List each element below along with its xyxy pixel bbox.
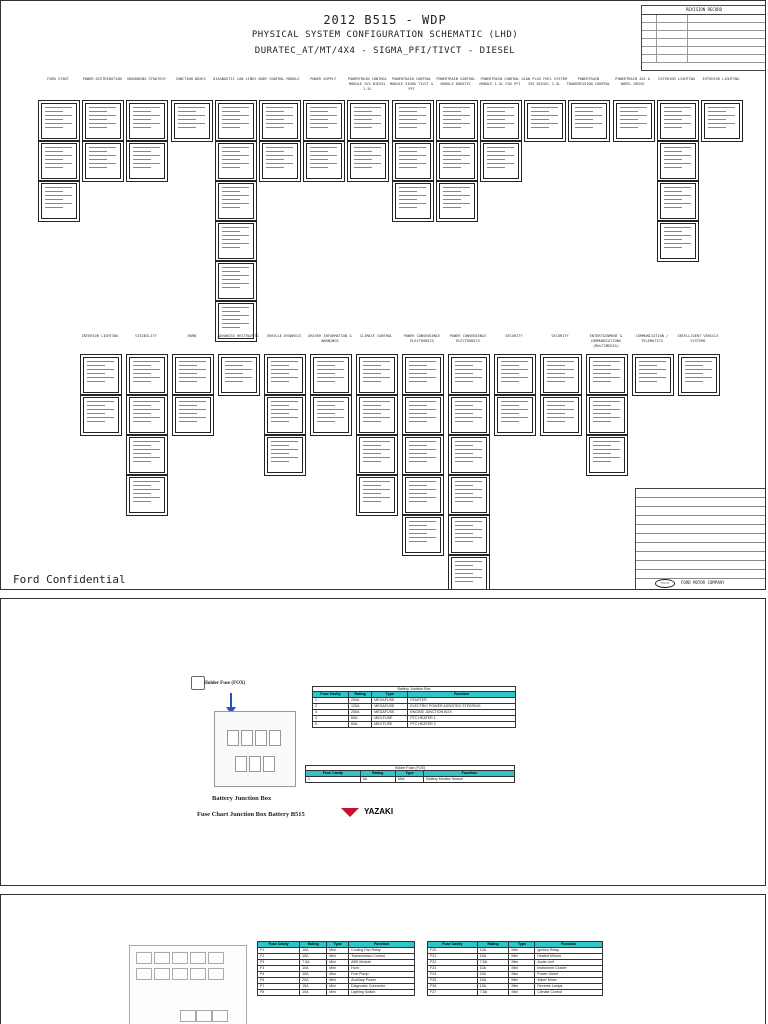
table-header-cell: Rating	[300, 942, 327, 948]
column-header: POWERTRAIN CONTROL MODULE 1.5L FOX PFI	[479, 77, 521, 86]
table-cell: 10A	[477, 948, 509, 954]
table-cell: Ignition Relay	[535, 948, 603, 954]
fuse-chart-caption: Fuse Chart Junction Box Battery B515	[197, 811, 305, 818]
revision-record-header: REVISION RECORD	[642, 6, 766, 15]
module-block	[41, 103, 77, 139]
table-cell: F7	[258, 984, 300, 990]
module-block	[589, 357, 625, 393]
table-cell: F3	[258, 960, 300, 966]
column-header: COMMUNICATION / TELEMATICS	[635, 334, 669, 343]
module-block	[660, 223, 696, 259]
module-block	[313, 357, 349, 393]
table-cell: ELECTRIC POWER ASSISTED STEERING	[408, 704, 516, 710]
schematic-variant: DURATEC_AT/MT/4X4 - SIGMA_PFI/TIVCT - DIESEL	[254, 46, 516, 56]
module-block	[267, 397, 303, 433]
bjb-caption: Battery Junction Box	[212, 795, 272, 802]
module-block	[451, 517, 487, 553]
table-cell: Mini	[327, 972, 349, 978]
column-header: EXTERIOR LIGHTING	[658, 77, 696, 81]
module-block	[589, 437, 625, 473]
column-header: POWER SUPPLY	[310, 77, 337, 81]
table-header-cell: Function	[424, 771, 515, 777]
module-block	[267, 437, 303, 473]
module-block	[405, 477, 441, 513]
module-block	[405, 397, 441, 433]
table-cell: 20A	[300, 978, 327, 984]
fox-table-title: Holder Fuse (FOX)	[305, 765, 515, 770]
holder-fuse-icon	[191, 676, 205, 690]
module-block	[681, 357, 717, 393]
table-cell: MEGAFUSE	[372, 710, 408, 716]
module-block	[218, 223, 254, 259]
module-block	[439, 143, 475, 179]
table-header-cell: Type	[327, 942, 349, 948]
table-cell: Mini	[509, 960, 535, 966]
column-header: INTELLIGENT VEHICLE SYSTEMS	[677, 334, 719, 343]
table-cell: Battery Monitor Sensor	[424, 777, 515, 783]
column-header: CLIMATE CONTROL	[359, 334, 393, 338]
module-block	[497, 357, 533, 393]
column-header: DIAGNOSTIC CAN LINES	[213, 77, 257, 81]
module-block	[129, 103, 165, 139]
table-cell: Auxiliary Power	[349, 978, 415, 984]
table-row	[306, 777, 515, 783]
table-header-cell: Rating	[477, 942, 509, 948]
table-cell: Mini	[395, 777, 423, 783]
module-block	[395, 103, 431, 139]
table-cell: F21	[428, 954, 478, 960]
table-cell: F25	[428, 978, 478, 984]
table-cell: Audio Unit	[535, 960, 603, 966]
table-header-cell: Fuse Cavity	[313, 692, 349, 698]
table-cell: 60A	[349, 716, 372, 722]
column-header: GLOW PLUG FUEL SYSTEM 2V5 DIESEL 1.5L	[521, 77, 567, 86]
confidential-label: Ford Confidential	[13, 573, 126, 586]
table-cell: MIDI FUSE	[372, 722, 408, 728]
module-block	[267, 357, 303, 393]
holder-fuse-label: Holder Fuse (FOX)	[204, 681, 246, 686]
table-cell: 10A	[300, 966, 327, 972]
table-cell: 15A	[477, 978, 509, 984]
column-header: SECURITY	[551, 334, 569, 338]
module-block	[129, 357, 165, 393]
revision-record-table	[641, 5, 766, 71]
column-header: POWERTRAIN CONTROL MODULE SIGMA TIVCT & PFI	[389, 77, 434, 91]
column-header: POWERTRAIN CONTROL MODULE 2V5 DIESEL 1.5L	[347, 77, 387, 91]
module-block	[175, 357, 211, 393]
table-cell: 1	[306, 777, 361, 783]
table-cell: 3	[313, 710, 349, 716]
table-cell: 60A	[349, 722, 372, 728]
table-cell: 7.5A	[477, 990, 509, 996]
table-cell: 10A	[300, 948, 327, 954]
table-cell: Instrument Cluster	[535, 966, 603, 972]
column-header: VEHICLE DYNAMICS	[266, 334, 302, 338]
table-cell: Diagnostic Connector	[349, 984, 415, 990]
table-cell: 5A	[360, 777, 395, 783]
module-block	[174, 103, 210, 139]
table-cell: Power Outlet	[535, 972, 603, 978]
fuse-table-right	[427, 941, 603, 996]
table-cell: PTC HEATER 2	[408, 722, 516, 728]
table-cell: Heated Mirrors	[535, 954, 603, 960]
module-block	[350, 103, 386, 139]
table-cell: MEGAFUSE	[372, 704, 408, 710]
table-header-cell: Function	[408, 692, 516, 698]
module-block	[41, 143, 77, 179]
table-cell: 20A	[477, 972, 509, 978]
table-cell: Transmission Control	[349, 954, 415, 960]
table-header-cell: Type	[395, 771, 423, 777]
module-block	[439, 183, 475, 219]
table-cell: Mini	[509, 948, 535, 954]
table-cell: PTC HEATER 1	[408, 716, 516, 722]
module-block	[221, 357, 257, 393]
table-cell: MEGAFUSE	[372, 698, 408, 704]
module-block	[218, 143, 254, 179]
table-cell: F23	[428, 966, 478, 972]
table-cell: F22	[428, 960, 478, 966]
column-header: POWERTRAIN 4X4 & WHEEL DRIVE	[615, 77, 650, 86]
module-block	[129, 437, 165, 473]
table-header-cell: Rating	[349, 692, 372, 698]
table-header-cell: Type	[509, 942, 535, 948]
table-cell: Mini	[509, 966, 535, 972]
table-cell: Mini	[327, 978, 349, 984]
column-header: GROUNDING STRATEGY	[126, 77, 166, 81]
module-block	[483, 143, 519, 179]
table-row	[428, 990, 603, 996]
module-block	[306, 143, 342, 179]
module-block	[359, 437, 395, 473]
module-block	[451, 357, 487, 393]
module-block	[83, 357, 119, 393]
module-block	[589, 397, 625, 433]
table-cell: F2	[258, 954, 300, 960]
schematic-title: 2012 B515 - WDP	[323, 13, 447, 27]
module-block	[451, 437, 487, 473]
module-block	[83, 397, 119, 433]
battery-junction-box-table	[312, 686, 516, 728]
table-cell: Wiper Motor	[535, 978, 603, 984]
module-block	[704, 103, 740, 139]
module-block	[41, 183, 77, 219]
column-header: EXTERIOR LIGHTING	[702, 77, 740, 81]
fuse-chart-page-2	[0, 894, 766, 1024]
table-cell: F20	[428, 948, 478, 954]
column-header: VISIBILITY	[135, 334, 157, 338]
module-block	[483, 103, 519, 139]
module-block	[218, 263, 254, 299]
table-cell: 250A	[349, 698, 372, 704]
module-block	[405, 357, 441, 393]
fuse-table-left	[257, 941, 415, 996]
table-cell: 10A	[477, 966, 509, 972]
column-header: HORN	[187, 334, 197, 338]
table-cell: Climate Control	[535, 990, 603, 996]
module-block	[129, 397, 165, 433]
table-cell: F1	[258, 948, 300, 954]
module-block	[262, 103, 298, 139]
module-block	[660, 143, 696, 179]
module-block	[660, 183, 696, 219]
fuse-box-diagram	[129, 945, 247, 1024]
table-cell: F26	[428, 984, 478, 990]
schematic-subtitle: PHYSICAL SYSTEM CONFIGURATION SCHEMATIC (LHD)	[251, 30, 519, 40]
module-block	[350, 143, 386, 179]
table-cell: 10A	[300, 990, 327, 996]
table-cell: 10A	[477, 984, 509, 990]
module-block	[543, 397, 579, 433]
column-header: POWERTRAIN CONTROL MODULE DURATEC	[436, 77, 476, 86]
column-header: JUNCTION BOXES	[175, 77, 206, 81]
module-block	[313, 397, 349, 433]
column-header: POWERTRAIN TRANSMISSION CONTROL	[566, 77, 611, 86]
table-row	[258, 990, 415, 996]
table-cell: Mini	[509, 954, 535, 960]
fuse-chart-page	[0, 598, 766, 886]
table-cell: 125A	[349, 704, 372, 710]
module-block	[635, 357, 671, 393]
table-cell: Mini	[509, 990, 535, 996]
table-cell: 15A	[477, 954, 509, 960]
module-block	[129, 143, 165, 179]
table-cell: 4	[313, 716, 349, 722]
module-block	[439, 103, 475, 139]
table-header-cell: Fuse Cavity	[306, 771, 361, 777]
yazaki-brand: YAZAKI	[364, 807, 394, 816]
module-block	[85, 143, 121, 179]
table-cell: 250A	[349, 710, 372, 716]
table-cell: 7.5A	[300, 960, 327, 966]
table-header-cell: Type	[372, 692, 408, 698]
title-block	[635, 488, 766, 590]
table-header-cell: Rating	[360, 771, 395, 777]
module-block	[543, 357, 579, 393]
column-header: POWER DISTRIBUTION	[82, 77, 122, 81]
module-block	[85, 103, 121, 139]
table-cell: 15A	[300, 972, 327, 978]
table-cell: F24	[428, 972, 478, 978]
module-block	[497, 397, 533, 433]
table-cell: ABS Module	[349, 960, 415, 966]
module-block	[405, 517, 441, 553]
module-block	[306, 103, 342, 139]
table-cell: STARTER	[408, 698, 516, 704]
module-block	[616, 103, 652, 139]
module-block	[395, 143, 431, 179]
battery-junction-box-diagram	[214, 711, 296, 787]
column-header: BODY CONTROL MODULE	[258, 77, 300, 81]
column-header: FORD START	[47, 77, 69, 81]
table-cell: Mini	[509, 972, 535, 978]
module-block	[218, 183, 254, 219]
module-block	[262, 143, 298, 179]
column-header: POWER CONVENIENCE ELECTRONICS	[449, 334, 487, 343]
table-cell: 5	[313, 722, 349, 728]
table-cell: F5	[258, 972, 300, 978]
table-cell: Mini	[509, 984, 535, 990]
module-block	[527, 103, 563, 139]
module-block	[451, 477, 487, 513]
module-block	[359, 397, 395, 433]
bjb-table-title: Battery Junction Box	[312, 686, 516, 691]
module-block	[451, 397, 487, 433]
yazaki-logo-icon	[341, 808, 359, 817]
table-cell: 2	[313, 704, 349, 710]
module-block	[571, 103, 607, 139]
module-block	[660, 103, 696, 139]
table-cell: F4	[258, 966, 300, 972]
table-cell: Mini	[327, 966, 349, 972]
table-row	[313, 722, 516, 728]
module-block	[129, 477, 165, 513]
table-header-cell: Function	[349, 942, 415, 948]
table-cell: 15A	[300, 954, 327, 960]
holder-fuse-table	[305, 765, 515, 783]
table-header-cell: Fuse Cavity	[428, 942, 478, 948]
table-cell: Mini	[327, 984, 349, 990]
column-header: SECURITY	[505, 334, 523, 338]
table-cell: F6	[258, 978, 300, 984]
column-header: POWER CONVENIENCE ELECTRONICS	[403, 334, 441, 343]
table-cell: MIDI FUSE	[372, 716, 408, 722]
table-header-cell: Fuse Cavity	[258, 942, 300, 948]
module-block	[359, 477, 395, 513]
column-header: INTERIOR LIGHTING	[81, 334, 119, 338]
module-block	[395, 183, 431, 219]
table-cell: Mini	[327, 948, 349, 954]
table-cell: F8	[258, 990, 300, 996]
table-cell: 1	[313, 698, 349, 704]
column-header: DRIVER INFORMATION & WARNINGS	[308, 334, 352, 343]
column-header: ADVANCED RESTRAINTS	[217, 334, 259, 338]
company-name: FORD MOTOR COMPANY	[681, 580, 725, 585]
table-cell: Mini	[327, 954, 349, 960]
table-cell: ENGINE JUNCTION BOX	[408, 710, 516, 716]
table-cell: Horn	[349, 966, 415, 972]
module-block	[451, 557, 487, 590]
table-cell: Mini	[509, 978, 535, 984]
ford-logo: Ford	[655, 579, 675, 588]
module-block	[218, 103, 254, 139]
module-block	[359, 357, 395, 393]
table-header-cell: Function	[535, 942, 603, 948]
module-block	[175, 397, 211, 433]
table-cell: Mini	[327, 990, 349, 996]
table-cell: Reverse Lamps	[535, 984, 603, 990]
table-cell: Cooling Fan Relay	[349, 948, 415, 954]
module-block	[405, 437, 441, 473]
column-header: ENTERTAINMENT & COMMUNICATIONS (MULTIMEDIA)	[589, 334, 623, 348]
table-cell: F27	[428, 990, 478, 996]
table-cell: Lighting Switch	[349, 990, 415, 996]
table-cell: 7.5A	[477, 960, 509, 966]
table-cell: 15A	[300, 984, 327, 990]
table-cell: Mini	[327, 960, 349, 966]
table-cell: Fuel Pump	[349, 972, 415, 978]
